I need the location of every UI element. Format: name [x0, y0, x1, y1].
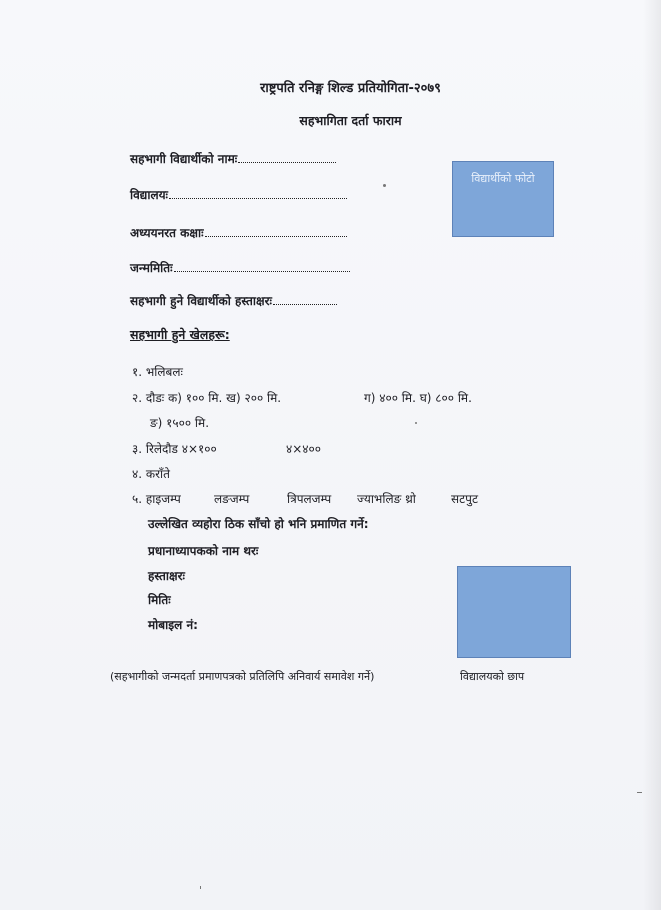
school-stamp-box: [457, 566, 571, 658]
scan-speck: [415, 422, 417, 424]
birth-certificate-note: (सहभागीको जन्मदर्ता प्रमाणपत्रको प्रतिलिपि अनिवार्य समावेश गर्ने): [110, 670, 375, 683]
grade-field[interactable]: [130, 224, 347, 241]
game-item-highjump: ५. हाइजम्प: [132, 492, 181, 506]
student-photo-box: [452, 161, 554, 237]
game-item-race-line1b: ग) ४०० मि. घ) ८०० मि.: [364, 391, 472, 405]
game-item-shotput: सटपुट: [451, 492, 479, 506]
game-item-longjump: लङजम्प: [214, 492, 250, 506]
game-item-javelin: ज्याभलिङ थ्रो: [357, 492, 416, 506]
school-label: विद्यालयः: [130, 188, 168, 202]
signature-label: सहभागी हुने विद्यार्थीको हस्ताक्षरः: [130, 294, 272, 308]
student-name-field[interactable]: [130, 150, 336, 167]
game-item-race-line1: २. दौडः क) १०० मि. ख) २०० मि.: [132, 391, 282, 405]
game-item-karate: ४. कराँते: [132, 467, 170, 481]
school-field[interactable]: [130, 186, 347, 203]
signature-blank: [273, 294, 337, 305]
games-heading: सहभागी हुने खेलहरू:: [130, 327, 230, 342]
game-item-race-line2: ङ) १५०० मि.: [150, 416, 210, 430]
student-name-label: सहभागी विद्यार्थीको नामः: [130, 152, 238, 166]
game-item-volleyball: १. भलिबलः: [132, 365, 183, 379]
certification-statement: उल्लेखित व्यहोरा ठिक साँचो हो भनि प्रमाणित गर्ने:: [148, 517, 369, 531]
grade-label: अध्ययनरत कक्षाः: [130, 226, 204, 240]
page-edge-shadow: [643, 0, 661, 910]
dob-label: जन्ममितिः: [130, 261, 173, 275]
scan-speck: [200, 886, 201, 889]
game-item-relay-b: ४×४००: [286, 442, 322, 456]
dob-blank: [174, 261, 350, 272]
principal-name-label: प्रधानाध्यापकको नाम थरः: [148, 544, 259, 558]
form-subtitle: सहभागिता दर्ता फाराम: [299, 113, 402, 128]
principal-signature-label: हस्ताक्षरः: [148, 569, 185, 583]
school-stamp-label: विद्यालयको छाप: [460, 670, 525, 683]
game-item-triplejump: त्रिपलजम्प: [287, 492, 332, 506]
mobile-label: मोबाइल नं:: [148, 618, 198, 632]
game-item-relay: ३. रिलेदौड ४×१००: [132, 442, 217, 456]
signature-field[interactable]: [130, 292, 337, 309]
grade-blank: [205, 226, 347, 237]
dob-field[interactable]: [130, 259, 350, 276]
scan-speck: [383, 184, 386, 187]
scan-speck: [637, 792, 642, 793]
school-blank: [169, 188, 347, 199]
form-title: राष्ट्रपति रनिङ्ग शिल्ड प्रतियोगिता-२०७९: [260, 81, 441, 96]
student-name-blank: [238, 152, 336, 163]
date-label: मितिः: [148, 593, 171, 607]
student-photo-label: विद्यार्थीको फोटो: [471, 172, 535, 185]
